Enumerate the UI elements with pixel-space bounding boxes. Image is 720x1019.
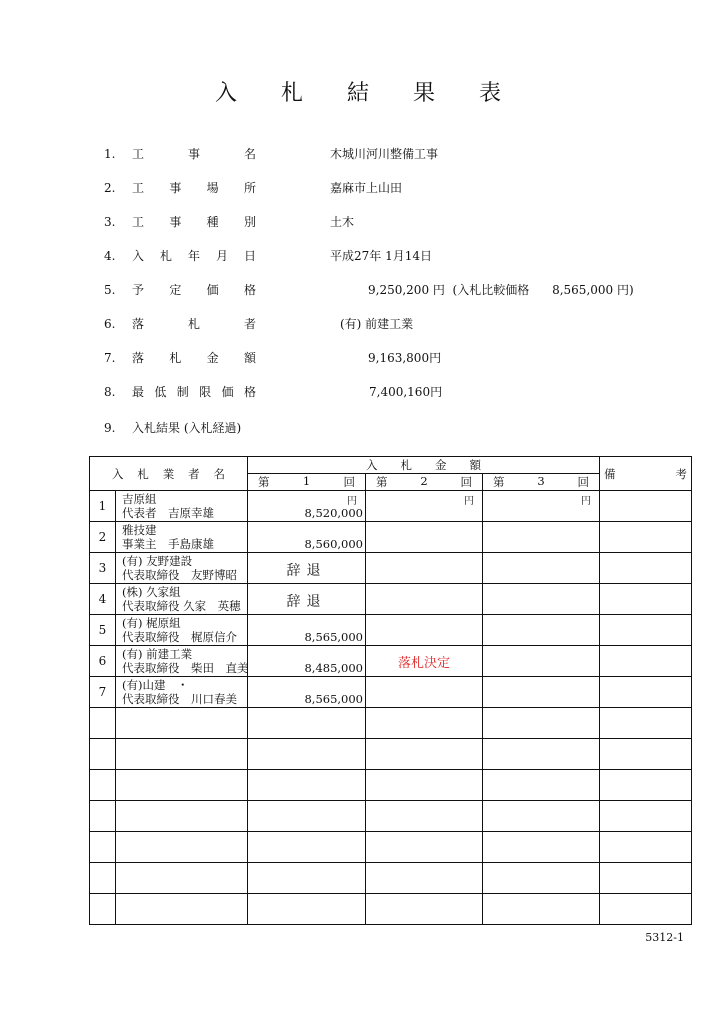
row-index: 7 [90, 677, 116, 708]
row-index: 3 [90, 553, 116, 584]
bidder-company: (有)山建 ・ [122, 678, 189, 692]
info-value-text: 9,250,200 円 [368, 283, 445, 297]
info-label [132, 246, 256, 266]
round-3-amount [483, 739, 600, 770]
row-index: 6 [90, 646, 116, 677]
bidder-representative: 代表者 吉原幸雄 [122, 506, 214, 520]
round-3-amount [483, 801, 600, 832]
round-2-amount [366, 615, 483, 646]
info-label-char: 工 [132, 147, 145, 161]
row-index [90, 801, 116, 832]
header-char: 備 [604, 466, 616, 481]
bidder-representative: 事業主 手島康雄 [122, 537, 214, 551]
remarks-cell [600, 646, 692, 677]
info-label-char: 月 [215, 249, 228, 263]
info-label-char: 札 [159, 249, 172, 263]
remarks-cell [600, 832, 692, 863]
header-char: 札 [400, 458, 412, 472]
info-value [369, 382, 442, 402]
table-row [90, 739, 692, 770]
info-number: 7. [104, 351, 116, 365]
info-number: 6. [104, 317, 116, 331]
bidder-company: (有) 友野建設 [122, 554, 193, 568]
info-label-char: 予 [132, 283, 145, 297]
row-index [90, 894, 116, 925]
header-char: 3 [537, 474, 545, 488]
info-label-char: 種 [206, 215, 219, 229]
info-label-char: 事 [187, 147, 200, 161]
table-row [90, 801, 692, 832]
info-value-text: (有) 前建工業 [340, 317, 414, 331]
round-2-amount [366, 832, 483, 863]
bidder-cell [116, 646, 248, 677]
round-2-amount [366, 739, 483, 770]
info-value [368, 280, 634, 300]
info-number: 8. [104, 385, 116, 399]
row-index [90, 739, 116, 770]
info-label-char: 者 [243, 317, 256, 331]
round-2-amount [366, 584, 483, 615]
bid-amount: 8,520,000 [304, 506, 363, 520]
round-3-amount [483, 615, 600, 646]
round-3-amount [483, 522, 600, 553]
bidder-company: 雅技建 [122, 523, 157, 537]
table-row [90, 677, 692, 708]
info-number: 5. [104, 283, 116, 297]
bidder-cell [116, 584, 248, 615]
round-2-amount [366, 894, 483, 925]
round-1-amount [248, 863, 366, 894]
table-row [90, 522, 692, 553]
round-2-amount [366, 646, 483, 677]
header-char: 名 [213, 466, 225, 481]
round-3-amount [483, 708, 600, 739]
table-row [90, 863, 692, 894]
header-round-3 [483, 474, 600, 491]
info-value [330, 246, 432, 266]
remarks-cell [600, 584, 692, 615]
remarks-cell [600, 894, 692, 925]
bid-amount: 8,565,000 [304, 630, 363, 644]
info-value [368, 348, 441, 368]
info-label-char: 年 [187, 249, 200, 263]
info-label-char: 札 [169, 351, 182, 365]
info-label-char: 別 [243, 215, 256, 229]
yen-unit: 円 [347, 496, 357, 507]
round-1-amount [248, 491, 366, 522]
page-title: 入札結果表 [214, 81, 545, 106]
bid-amount: 8,485,000 [304, 661, 363, 675]
info-label [132, 314, 256, 334]
bidder-representative: 代表取締役 柴田 直美 [122, 661, 249, 675]
round-3-amount [483, 553, 600, 584]
remarks-cell [600, 708, 692, 739]
header-char: 1 [302, 474, 311, 488]
round-3-amount [483, 832, 600, 863]
info-label [132, 144, 256, 164]
bidder-cell [116, 522, 248, 553]
info-label-char: 所 [243, 181, 256, 195]
info-label [132, 212, 256, 232]
info-number: 9. [104, 421, 116, 435]
header-char: 2 [420, 474, 428, 488]
info-label-char: 落 [132, 317, 145, 331]
bidder-cell [116, 832, 248, 863]
bid-amount: 8,560,000 [304, 537, 363, 551]
table-row [90, 491, 692, 522]
bidder-cell [116, 708, 248, 739]
table-row [90, 553, 692, 584]
table-row [90, 770, 692, 801]
row-index [90, 770, 116, 801]
header-char: 回 [577, 475, 590, 489]
info-label-char: 格 [243, 385, 256, 399]
header-char: 者 [188, 466, 200, 481]
round-1-amount [248, 677, 366, 708]
bidder-cell [116, 677, 248, 708]
info-number: 3. [104, 215, 116, 229]
bidder-cell [116, 801, 248, 832]
info-label-char: 最 [132, 385, 145, 399]
info-label-char: 事 [169, 181, 182, 195]
bidder-company: 吉原組 [122, 492, 157, 506]
table-row [90, 646, 692, 677]
info-label [132, 178, 256, 198]
award-stamp: 落札決定 [397, 655, 450, 671]
remarks-cell [600, 553, 692, 584]
info-value-text: 土木 [330, 215, 355, 229]
info-value [340, 314, 413, 334]
round-1-amount [248, 584, 366, 615]
round-2-amount [366, 677, 483, 708]
bidder-cell [116, 553, 248, 584]
info-label-char: 額 [243, 351, 256, 365]
remarks-cell [600, 491, 692, 522]
info-label: 入札結果 (入札経過) [132, 421, 242, 435]
row-index [90, 708, 116, 739]
bidder-cell [116, 491, 248, 522]
round-2-amount [366, 522, 483, 553]
round-2-amount [366, 491, 483, 522]
round-1-amount [248, 708, 366, 739]
row-index [90, 832, 116, 863]
info-value-text: 木城川河川整備工事 [330, 147, 439, 161]
row-index: 2 [90, 522, 116, 553]
bidder-cell [116, 863, 248, 894]
table-row [90, 615, 692, 646]
info-number: 2. [104, 181, 116, 195]
info-value-text: 嘉麻市上山田 [330, 181, 403, 195]
row-index: 1 [90, 491, 116, 522]
info-label-char: 制 [176, 385, 189, 399]
yen-unit: 円 [464, 496, 474, 507]
remarks-cell [600, 739, 692, 770]
bidder-cell [116, 894, 248, 925]
header-char: 入 [366, 458, 378, 472]
header-bidder-name [90, 457, 248, 491]
info-value [330, 212, 354, 232]
round-3-amount [483, 863, 600, 894]
info-value [330, 178, 402, 198]
info-label-char: 金 [206, 351, 219, 365]
page-number: 5312-1 [645, 931, 684, 944]
remarks-cell [600, 863, 692, 894]
info-label [132, 280, 256, 300]
round-3-amount [483, 646, 600, 677]
header-char: 入 [112, 466, 124, 481]
info-label-char: 低 [154, 385, 167, 399]
header-char: 第 [376, 475, 388, 489]
round-1-amount [248, 770, 366, 801]
bid-amount: 8,565,000 [304, 692, 363, 706]
round-2-amount [366, 553, 483, 584]
bidder-cell [116, 615, 248, 646]
row-index: 4 [90, 584, 116, 615]
header-char: 回 [343, 475, 355, 489]
round-1-amount [248, 646, 366, 677]
info-label-char: 入 [132, 249, 145, 263]
round-2-amount [366, 708, 483, 739]
header-round-2 [366, 474, 483, 491]
table-row [90, 832, 692, 863]
round-2-amount [366, 863, 483, 894]
header-char: 金 [435, 458, 447, 472]
info-value-text: 平成27年 1月14日 [330, 249, 432, 263]
round-3-amount [483, 491, 600, 522]
round-3-amount [483, 584, 600, 615]
bid-results-table [89, 456, 692, 925]
info-number: 1. [104, 147, 116, 161]
bidder-representative: 代表取締役 久家 英穂 [122, 599, 241, 613]
info-value-text: 9,163,800円 [368, 351, 442, 365]
info-label [132, 382, 256, 402]
info-label-char: 価 [206, 283, 219, 297]
info-value [330, 144, 438, 164]
header-round-1 [248, 474, 366, 491]
bidder-representative: 代表取締役 川口春美 [122, 692, 237, 706]
bidder-company: (有) 梶原組 [122, 616, 181, 630]
info-label-char: 定 [169, 283, 182, 297]
info-label-char: 限 [199, 385, 212, 399]
header-remarks [600, 457, 692, 491]
table-row [90, 708, 692, 739]
bidder-cell [116, 739, 248, 770]
info-label-char: 価 [221, 385, 234, 399]
remarks-cell [600, 801, 692, 832]
round-3-amount [483, 770, 600, 801]
info-label-char: 札 [187, 317, 200, 331]
info-extra: (入札比較価格 8,565,000 円) [444, 283, 634, 297]
header-char: 考 [675, 466, 688, 481]
info-label-char: 事 [169, 215, 182, 229]
round-1-amount [248, 801, 366, 832]
info-label-char: 格 [243, 283, 256, 297]
bidder-representative: 代表取締役 梶原信介 [122, 630, 237, 644]
round-1-amount [248, 894, 366, 925]
info-label-char: 日 [243, 249, 256, 263]
info-number: 4. [104, 249, 116, 263]
info-label-char: 場 [206, 181, 219, 195]
header-char: 回 [460, 475, 472, 489]
bidder-company: (株) 久家組 [122, 585, 181, 599]
table-row [90, 584, 692, 615]
declined-label: 辞退 [286, 594, 327, 610]
remarks-cell [600, 677, 692, 708]
info-value-text: 7,400,160円 [369, 385, 443, 399]
row-index [90, 863, 116, 894]
remarks-cell [600, 615, 692, 646]
bidder-cell [116, 770, 248, 801]
info-label-char: 名 [243, 147, 256, 161]
row-index: 5 [90, 615, 116, 646]
table-row [90, 894, 692, 925]
bidder-representative: 代表取締役 友野博昭 [122, 568, 237, 582]
header-bid-amount [248, 457, 600, 474]
info-label-char: 工 [132, 215, 145, 229]
header-char: 第 [493, 475, 505, 489]
bidder-company: (有) 前建工業 [122, 647, 193, 661]
round-2-amount [366, 801, 483, 832]
yen-unit: 円 [581, 496, 592, 507]
remarks-cell [600, 770, 692, 801]
header-char: 第 [258, 475, 270, 489]
round-1-amount [248, 615, 366, 646]
round-1-amount [248, 553, 366, 584]
round-2-amount [366, 770, 483, 801]
info-label-char: 落 [132, 351, 145, 365]
round-3-amount [483, 677, 600, 708]
header-char: 業 [162, 466, 175, 481]
round-1-amount [248, 832, 366, 863]
round-3-amount [483, 894, 600, 925]
round-1-amount [248, 739, 366, 770]
header-char: 札 [137, 466, 149, 481]
remarks-cell [600, 522, 692, 553]
info-label [132, 348, 256, 368]
info-label-char: 工 [132, 181, 145, 195]
declined-label: 辞退 [286, 563, 327, 579]
round-1-amount [248, 522, 366, 553]
header-char: 額 [469, 458, 481, 472]
